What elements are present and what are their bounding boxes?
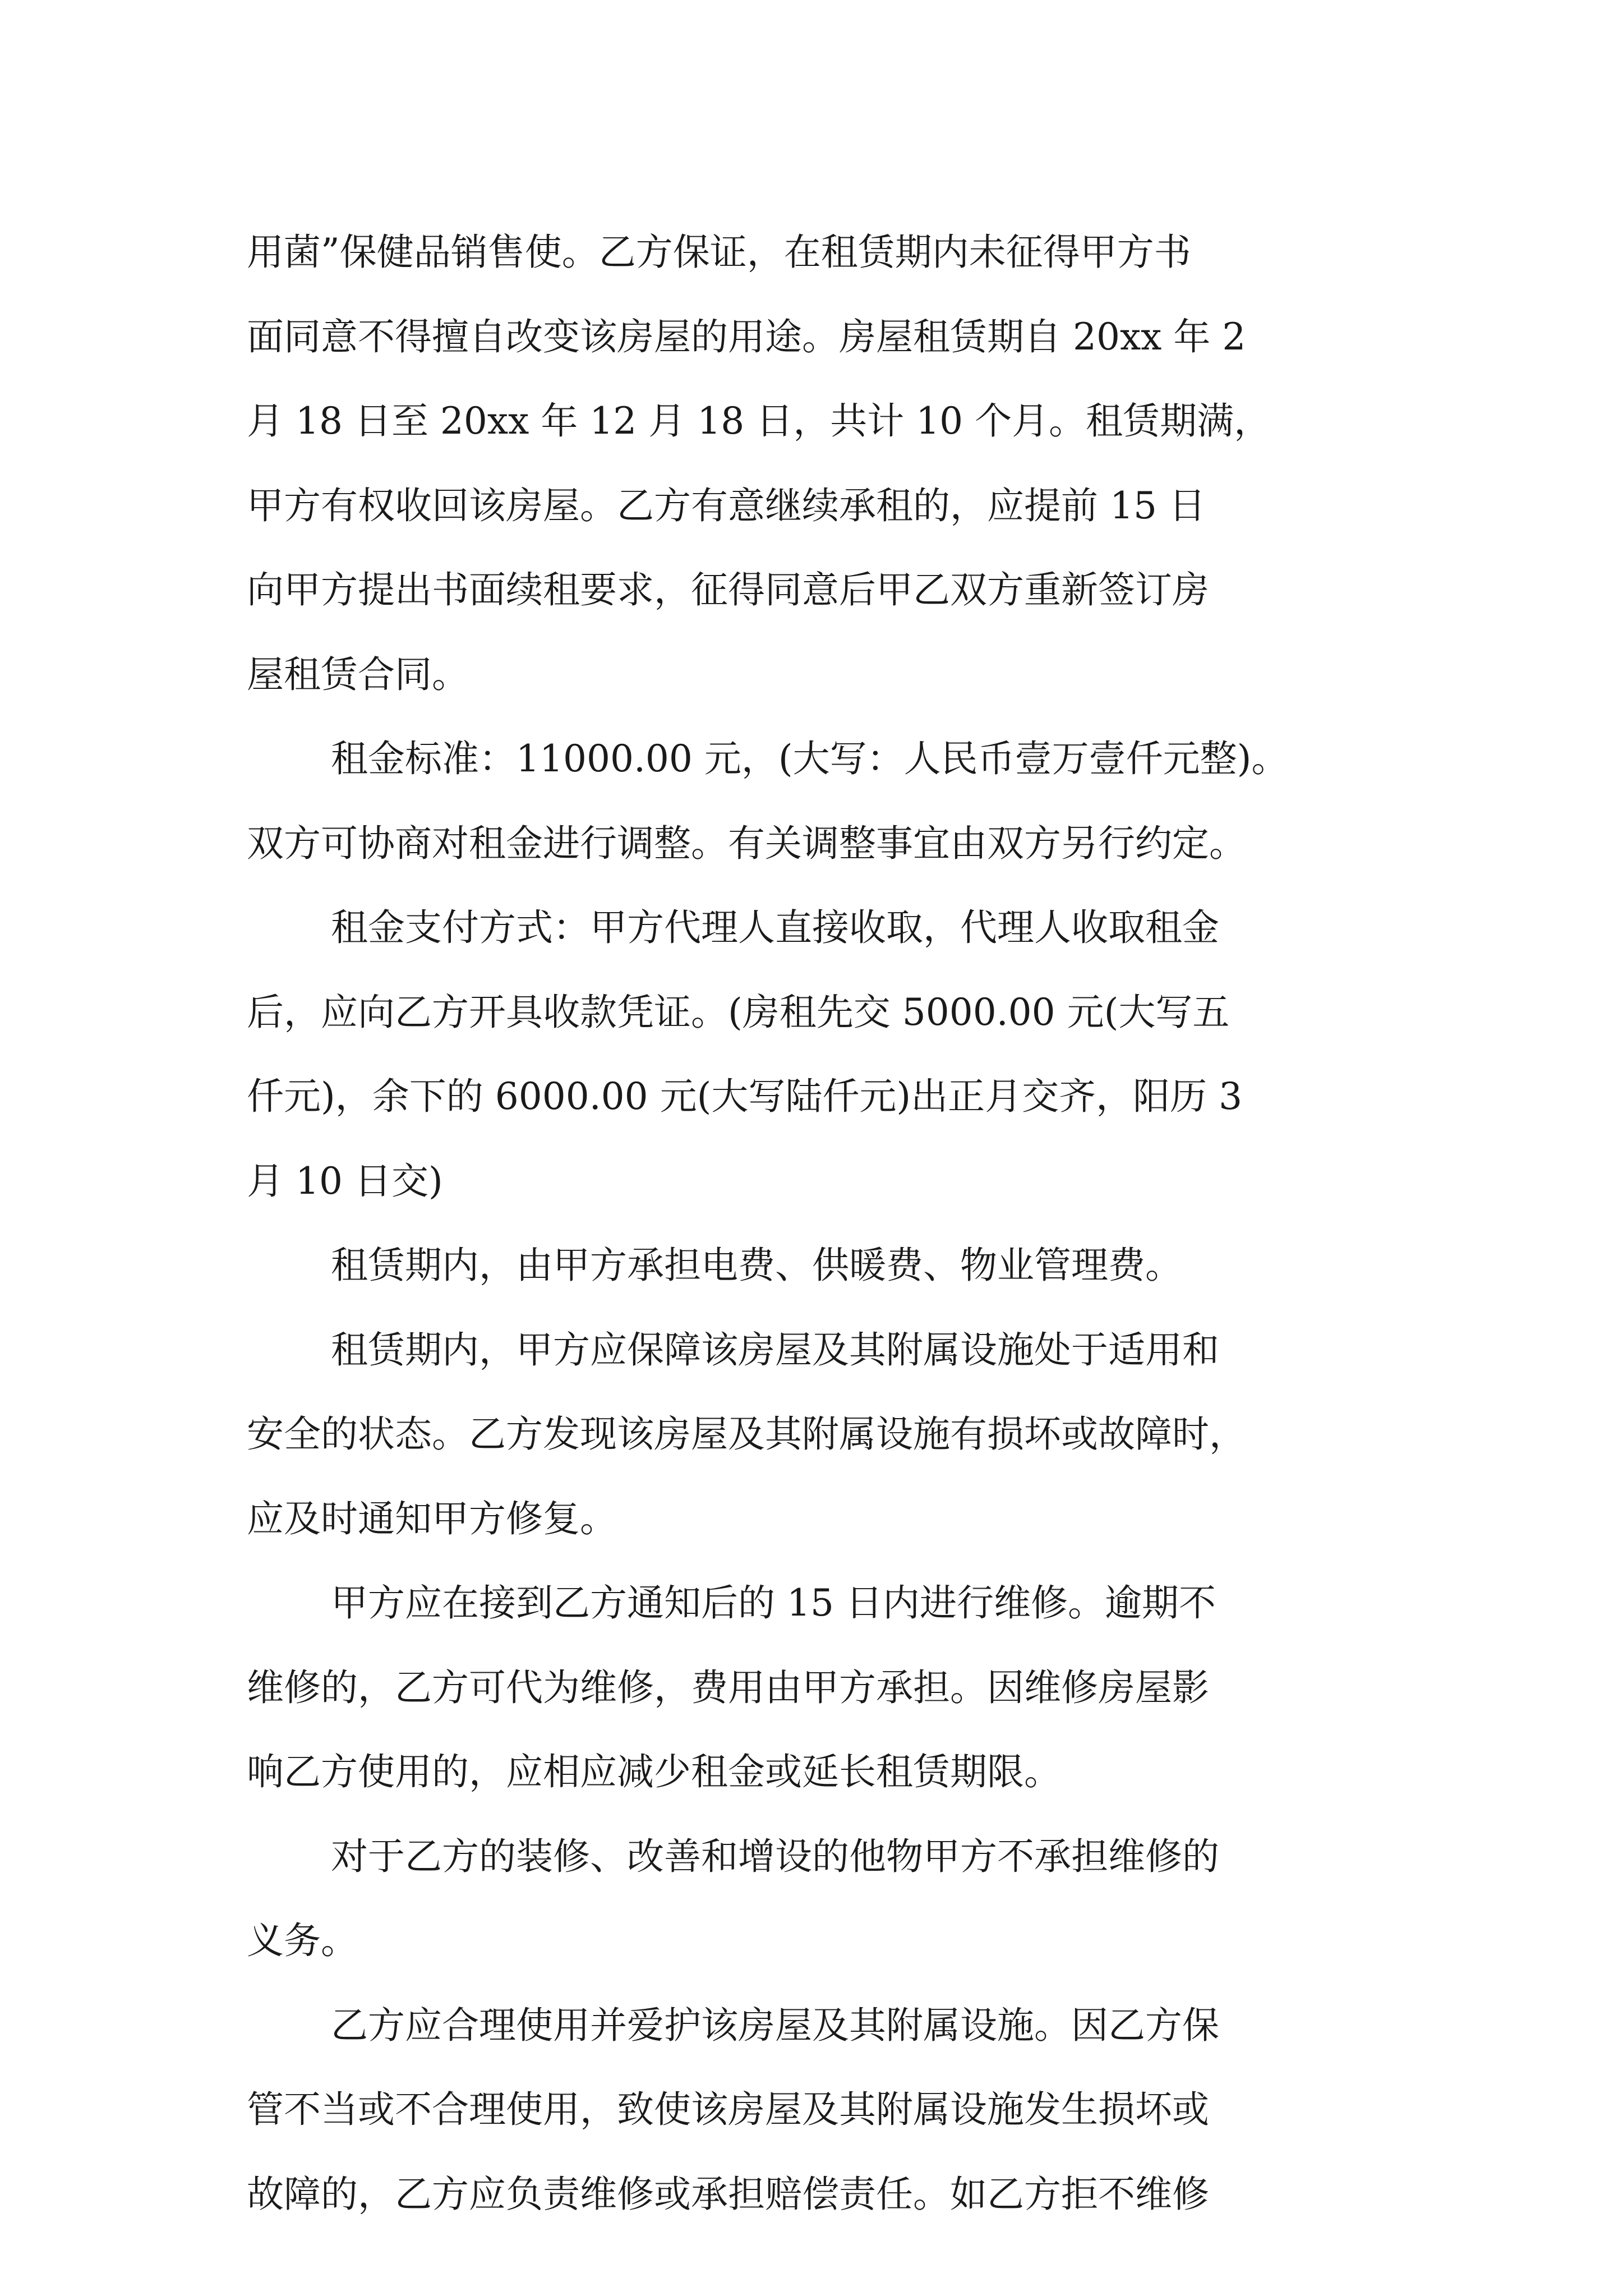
text-line: 后，应向乙方开具收款凭证。(房租先交 5000.00 元(大写五 (247, 990, 1230, 1034)
text-line: 面同意不得擅自改变该房屋的用途。房屋租赁期自 20xx 年 2 (247, 315, 1246, 358)
paragraph-start-line: 乙方应合理使用并爱护该房屋及其附属设施。因乙方保 (331, 2003, 1219, 2047)
paragraph-start-line: 租金支付方式：甲方代理人直接收取，代理人收取租金 (331, 906, 1219, 949)
paragraph-start-line: 对于乙方的装修、改善和增设的他物甲方不承担维修的 (331, 1834, 1219, 1878)
text-line: 维修的，乙方可代为维修，费用由甲方承担。因维修房屋影 (247, 1665, 1209, 1709)
text-line: 月 18 日至 20xx 年 12 月 18 日，共计 10 个月。租赁期满， (247, 399, 1271, 443)
paragraph-start-line: 甲方应在接到乙方通知后的 15 日内进行维修。逾期不 (331, 1581, 1216, 1625)
text-line: 管不当或不合理使用，致使该房屋及其附属设施发生损坏或 (247, 2088, 1209, 2131)
text-line: 月 10 日交) (247, 1159, 443, 1203)
text-line: 故障的，乙方应负责维修或承担赔偿责任。如乙方拒不维修 (247, 2172, 1209, 2216)
text-line: 安全的状态。乙方发现该房屋及其附属设施有损坏或故障时， (247, 1412, 1246, 1456)
paragraph-start-line: 租赁期内，由甲方承担电费、供暖费、物业管理费。 (331, 1244, 1182, 1287)
text-line: 用菌”保健品销售使。乙方保证，在租赁期内未征得甲方书 (247, 231, 1191, 274)
text-line: 甲方有权收回该房屋。乙方有意继续承租的，应提前 15 日 (247, 484, 1206, 527)
text-line: 义务。 (247, 1919, 358, 1962)
text-line: 向甲方提出书面续租要求，征得同意后甲乙双方重新签订房 (247, 568, 1209, 611)
text-line: 仟元)，余下的 6000.00 元(大写陆仟元)出正月交齐，阳历 3 (247, 1075, 1243, 1118)
paragraph-start-line: 租赁期内，甲方应保障该房屋及其附属设施处于适用和 (331, 1328, 1219, 1372)
paragraph-start-line: 租金标准：11000.00 元，(大写：人民币壹万壹仟元整)。 (331, 737, 1289, 780)
text-line: 应及时通知甲方修复。 (247, 1497, 617, 1540)
document-body (247, 210, 1430, 2237)
text-line: 响乙方使用的，应相应减少租金或延长租赁期限。 (247, 1750, 1061, 1793)
text-line: 屋租赁合同。 (247, 652, 469, 696)
text-line: 双方可协商对租金进行调整。有关调整事宜由双方另行约定。 (247, 821, 1246, 865)
